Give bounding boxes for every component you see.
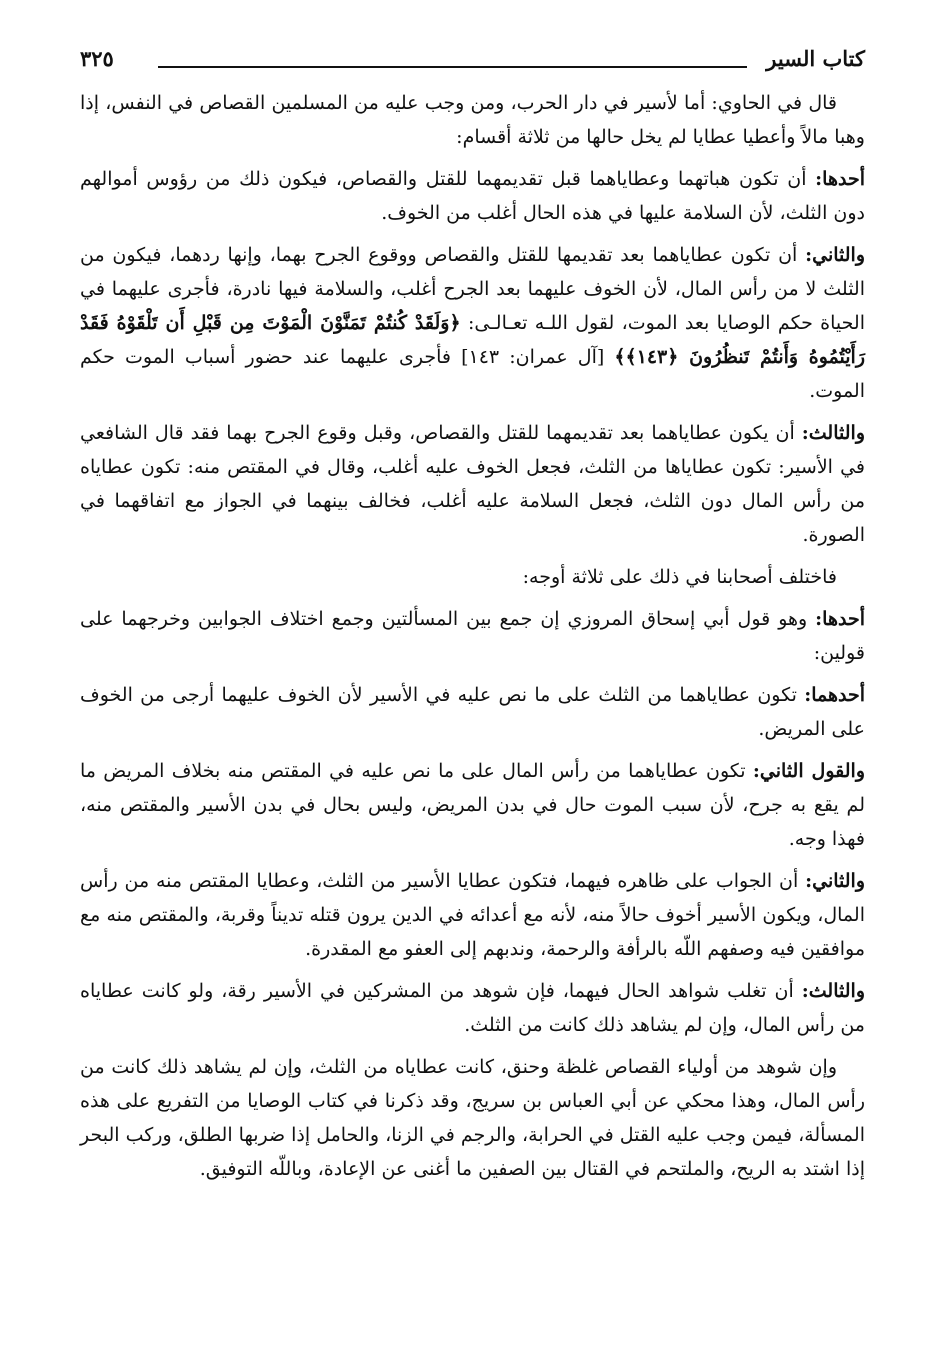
paragraph-text: وهو قول أبي إسحاق المروزي إن جمع بين المسألتين وجمع اختلاف الجوابين وخرجهما على قولين: (80, 608, 865, 664)
paragraph-label: أحدها: (815, 608, 865, 630)
page-number: ٣٢٥ (80, 46, 114, 71)
header-rule (158, 66, 747, 68)
paragraph-label: والثاني: (805, 870, 865, 892)
paragraph-text: أن تكون عطاياهما بعد تقديمها للقتل والقصاص ووقوع الجرح بهما، وإنها ردهما، فيكون من الثلث لا من رأس المال، لأن الخوف عليهما بعد الجرح أغلب، والسلامة فيها نادرة، فأجرى عليهما في الحياة حكم الوصايا بعد الموت، لقول اللـه تعـالـى: (80, 244, 865, 334)
paragraph-label: والثاني: (805, 244, 865, 266)
quran-verse: ﴿وَلَقَدْ كُنتُمْ تَمَنَّوْنَ الْمَوْتَ مِن قَبْلِ أَن تَلْقَوْهُ فَقَدْ رَأَيْتُمُوهُ وَأَنتُمْ تَنظُرُونَ ﴿١٤٣﴾﴾ (80, 312, 865, 368)
chapter-title: كتاب السير (766, 46, 865, 71)
paragraph-label: والثالث: (801, 980, 865, 1002)
paragraph-first-case (80, 162, 865, 230)
paragraph-label: والقول الثاني: (752, 760, 865, 782)
page-header (80, 40, 865, 76)
paragraph-label: أحدها: (815, 168, 865, 190)
paragraph-text: قال في الحاوي: أما لأسير في دار الحرب، ومن وجب عليه من المسلمين القصاص في النفس، إذا وهبا مالاً وأعطيا عطايا لم يخل حالها من ثلاثة أقسام: (80, 92, 865, 148)
paragraph-conclusion (80, 1050, 865, 1186)
paragraph-text: أن تغلب شواهد الحال فيهما، فإن شوهد من المشركين في الأسير رقة، ولو كانت عطاياه من رأس المال، وإن لم يشاهد ذلك كانت من الثلث. (80, 980, 865, 1036)
paragraph-text: أن الجواب على ظاهره فيهما، فتكون عطايا الأسير من الثلث، وعطايا المقتص منه من رأس المال، ويكون الأسير أخوف حالاً منه، لأنه مع أعدائه في الدين يرون قتله تديناً وقربة، والمقتص منه مع موافقين فيه وصفهم اللّه بالرأفة والرحمة، وندبهم إلى العفو مع المقدرة. (80, 870, 865, 960)
paragraph-text: تكون عطاياهما من رأس المال على ما نص عليه في المقتص منه بخلاف المريض ما لم يقع به جرح، لأن سبب الموت حال في بدن المريض، وليس بحال في بدن الأسير والمقتص منه، فهذا وجه. (80, 760, 865, 850)
paragraph-text: أن يكون عطاياهما بعد تقديمهما للقتل والقصاص، وقبل وقوع الجرح بهما فقد قال الشافعي في الأسير: تكون عطاياها من الثلث، فجعل الخوف عليه أغلب، وقال في المقتص منه: تكون عطاياه من رأس المال دون الثلث، فجعل السلامة عليه أغلب، فخالف بينهما في الجواز مع اتفاقهما في الصورة. (80, 422, 865, 546)
paragraph-label: والثالث: (801, 422, 865, 444)
page-body (80, 86, 865, 1194)
paragraph-opinion-two (80, 754, 865, 856)
paragraph-label: أحدهما: (804, 684, 865, 706)
paragraph-intro (80, 86, 865, 154)
paragraph-third-case (80, 416, 865, 552)
paragraph-second-case (80, 238, 865, 408)
paragraph-opinion-one (80, 678, 865, 746)
paragraph-view-three (80, 974, 865, 1042)
paragraph-text: أن تكون هباتهما وعطاياهما قبل تقديمهما للقتل والقصاص، فيكون ذلك من رؤوس أموالهم دون الثلث، لأن السلامة عليها في هذه الحال أغلب من الخوف. (80, 168, 865, 224)
paragraph-text: تكون عطاياهما من الثلث على ما نص عليه في الأسير لأن الخوف عليهما أرجى من الخوف على المريض. (80, 684, 865, 740)
verse-citation: [آل عمران: ١٤٣] فأجرى عليهما عند حضور أسباب الموت حكم الموت. (80, 346, 865, 402)
paragraph-text: وإن شوهد من أولياء القصاص غلظة وحنق، كانت عطاياه من الثلث، وإن لم يشاهد ذلك كانت من رأس المال، وهذا محكي عن أبي العباس بن سريج، وقد ذكرنا في كتاب الوصايا من التفريع على هذه المسألة، فيمن وجب عليه القتل في الحرابة، والرجم في الزنا، والحامل إذا ضربها الطلق، وركب البحر إذا اشتد به الريح، والملتحم في القتال بين الصفين ما أغنى عن الإعادة، وباللّه التوفيق. (80, 1056, 865, 1180)
paragraph-view-one (80, 602, 865, 670)
paragraph-text: فاختلف أصحابنا في ذلك على ثلاثة أوجه: (522, 566, 837, 588)
paragraph-disagreement (80, 560, 865, 594)
paragraph-view-two (80, 864, 865, 966)
